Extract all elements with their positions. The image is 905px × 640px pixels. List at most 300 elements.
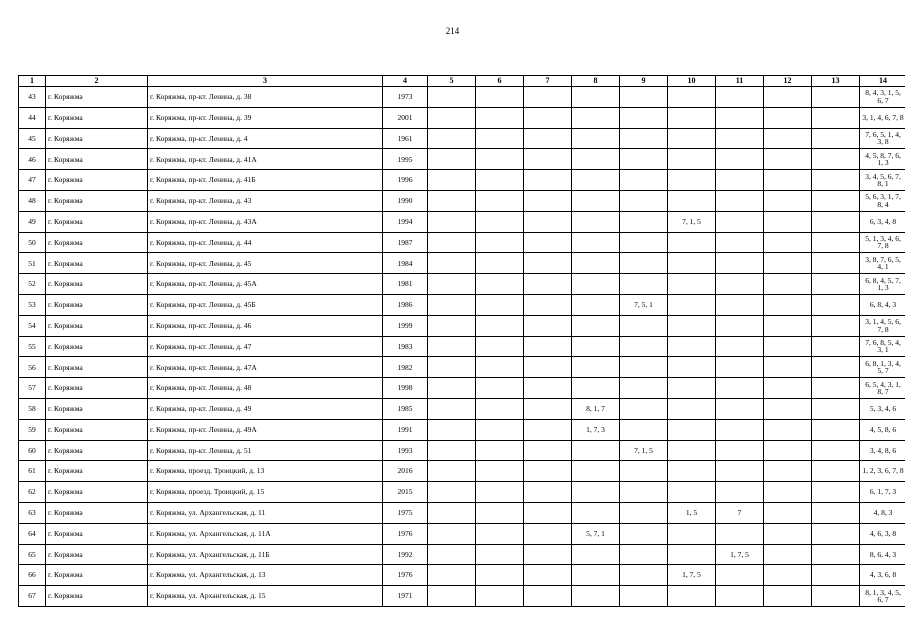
table-cell-col-3: г. Коряжма, ул. Архангельская, д. 11 <box>148 502 383 523</box>
table-cell-col-2: г. Коряжма <box>46 586 148 607</box>
table-cell-col-5 <box>428 87 476 108</box>
table-row <box>19 107 905 128</box>
table-cell-col-1: 49 <box>19 211 46 232</box>
table-cell-col-9 <box>620 461 668 482</box>
table-cell-col-11 <box>716 565 764 586</box>
table-cell-col-9: 7, 1, 5 <box>620 440 668 461</box>
table-cell-col-10 <box>668 149 716 170</box>
table-cell-col-8 <box>572 128 620 149</box>
table-cell-col-3: г. Коряжма, пр-кт. Ленина, д. 43 <box>148 190 383 211</box>
table-cell-col-9 <box>620 502 668 523</box>
table-cell-col-4: 1994 <box>383 211 428 232</box>
table-cell-col-12 <box>764 128 812 149</box>
table-cell-col-6 <box>476 398 524 419</box>
table-cell-col-12 <box>764 565 812 586</box>
table-cell-col-10 <box>668 544 716 565</box>
table-cell-col-8 <box>572 274 620 295</box>
table-cell-col-13 <box>812 502 860 523</box>
table-cell-col-5 <box>428 378 476 399</box>
table-cell-col-11 <box>716 419 764 440</box>
data-table <box>18 75 905 607</box>
table-cell-col-10 <box>668 357 716 378</box>
table-cell-col-5 <box>428 315 476 336</box>
table-cell-col-4: 1985 <box>383 398 428 419</box>
table-cell-col-9 <box>620 482 668 503</box>
table-cell-col-5 <box>428 211 476 232</box>
table-cell-col-9 <box>620 378 668 399</box>
table-cell-col-8 <box>572 586 620 607</box>
table-cell-col-1: 47 <box>19 170 46 191</box>
table-cell-col-13 <box>812 294 860 315</box>
table-row <box>19 398 905 419</box>
table-cell-col-3: г. Коряжма, ул. Архангельская, д. 11Б <box>148 544 383 565</box>
table-cell-col-1: 58 <box>19 398 46 419</box>
table-row <box>19 149 905 170</box>
table-cell-col-12 <box>764 190 812 211</box>
table-cell-col-5 <box>428 440 476 461</box>
table-cell-col-12 <box>764 253 812 274</box>
table-cell-col-6 <box>476 274 524 295</box>
table-cell-col-7 <box>524 502 572 523</box>
table-cell-col-14: 4, 5, 8, 7, 6, 1, 3 <box>860 149 905 170</box>
table-cell-col-2: г. Коряжма <box>46 87 148 108</box>
table-cell-col-1: 52 <box>19 274 46 295</box>
table-cell-col-8 <box>572 440 620 461</box>
table-cell-col-2: г. Коряжма <box>46 461 148 482</box>
column-header-9: 9 <box>620 76 668 87</box>
table-cell-col-13 <box>812 565 860 586</box>
table-cell-col-2: г. Коряжма <box>46 544 148 565</box>
table-cell-col-11 <box>716 357 764 378</box>
table-cell-col-8 <box>572 170 620 191</box>
table-row <box>19 170 905 191</box>
table-cell-col-13 <box>812 232 860 253</box>
table-cell-col-13 <box>812 398 860 419</box>
table-cell-col-14: 3, 1, 4, 6, 7, 8 <box>860 107 905 128</box>
table-row <box>19 253 905 274</box>
column-header-7: 7 <box>524 76 572 87</box>
table-row <box>19 502 905 523</box>
table-cell-col-3: г. Коряжма, пр-кт. Ленина, д. 4 <box>148 128 383 149</box>
table-cell-col-9 <box>620 149 668 170</box>
table-cell-col-4: 1995 <box>383 149 428 170</box>
table-cell-col-13 <box>812 586 860 607</box>
table-cell-col-12 <box>764 336 812 357</box>
table-cell-col-6 <box>476 502 524 523</box>
table-cell-col-1: 53 <box>19 294 46 315</box>
table-cell-col-3: г. Коряжма, пр-кт. Ленина, д. 51 <box>148 440 383 461</box>
table-cell-col-6 <box>476 482 524 503</box>
table-cell-col-7 <box>524 253 572 274</box>
table-cell-col-6 <box>476 128 524 149</box>
table-row <box>19 461 905 482</box>
table-cell-col-5 <box>428 294 476 315</box>
table-cell-col-4: 2001 <box>383 107 428 128</box>
table-cell-col-14: 3, 4, 5, 6, 7, 8, 1 <box>860 170 905 191</box>
table-cell-col-8 <box>572 190 620 211</box>
table-row <box>19 419 905 440</box>
table-cell-col-14: 6, 8, 1, 3, 4, 5, 7 <box>860 357 905 378</box>
table-cell-col-1: 57 <box>19 378 46 399</box>
table-cell-col-9 <box>620 87 668 108</box>
table-cell-col-8 <box>572 357 620 378</box>
table-cell-col-14: 8, 6, 4, 3 <box>860 544 905 565</box>
table-cell-col-9 <box>620 232 668 253</box>
table-cell-col-13 <box>812 253 860 274</box>
table-cell-col-13 <box>812 274 860 295</box>
table-cell-col-1: 56 <box>19 357 46 378</box>
table-row <box>19 232 905 253</box>
table-cell-col-4: 1981 <box>383 274 428 295</box>
table-cell-col-5 <box>428 253 476 274</box>
table-cell-col-5 <box>428 232 476 253</box>
table-cell-col-13 <box>812 149 860 170</box>
table-cell-col-13 <box>812 440 860 461</box>
table-cell-col-9 <box>620 274 668 295</box>
table-cell-col-2: г. Коряжма <box>46 211 148 232</box>
table-cell-col-14: 5, 1, 3, 4, 6, 7, 8 <box>860 232 905 253</box>
table-cell-col-14: 3, 8, 7, 6, 5, 4, 1 <box>860 253 905 274</box>
table-cell-col-12 <box>764 461 812 482</box>
table-cell-col-5 <box>428 274 476 295</box>
table-cell-col-2: г. Коряжма <box>46 170 148 191</box>
table-cell-col-8 <box>572 461 620 482</box>
table-cell-col-3: г. Коряжма, пр-кт. Ленина, д. 47 <box>148 336 383 357</box>
table-cell-col-3: г. Коряжма, ул. Архангельская, д. 13 <box>148 565 383 586</box>
table-cell-col-11 <box>716 211 764 232</box>
table-cell-col-7 <box>524 190 572 211</box>
table-cell-col-5 <box>428 565 476 586</box>
table-cell-col-1: 67 <box>19 586 46 607</box>
table-cell-col-3: г. Коряжма, пр-кт. Ленина, д. 45 <box>148 253 383 274</box>
table-cell-col-3: г. Коряжма, пр-кт. Ленина, д. 41А <box>148 149 383 170</box>
table-cell-col-6 <box>476 190 524 211</box>
table-cell-col-6 <box>476 87 524 108</box>
table-cell-col-4: 1990 <box>383 190 428 211</box>
table-cell-col-4: 1996 <box>383 170 428 191</box>
table-row <box>19 294 905 315</box>
table-cell-col-6 <box>476 461 524 482</box>
table-cell-col-13 <box>812 544 860 565</box>
table-cell-col-10 <box>668 461 716 482</box>
table-cell-col-7 <box>524 232 572 253</box>
table-cell-col-5 <box>428 419 476 440</box>
table-cell-col-6 <box>476 232 524 253</box>
column-header-11: 11 <box>716 76 764 87</box>
table-cell-col-3: г. Коряжма, пр-кт. Ленина, д. 44 <box>148 232 383 253</box>
table-cell-col-5 <box>428 482 476 503</box>
table-cell-col-4: 1992 <box>383 544 428 565</box>
table-cell-col-3: г. Коряжма, пр-кт. Ленина, д. 43А <box>148 211 383 232</box>
table-cell-col-8 <box>572 502 620 523</box>
table-cell-col-6 <box>476 440 524 461</box>
table-cell-col-11 <box>716 107 764 128</box>
table-cell-col-2: г. Коряжма <box>46 565 148 586</box>
table-cell-col-7 <box>524 586 572 607</box>
table-cell-col-11 <box>716 294 764 315</box>
table-cell-col-3: г. Коряжма, проезд. Троицкий, д. 13 <box>148 461 383 482</box>
table-cell-col-4: 1976 <box>383 523 428 544</box>
table-cell-col-9 <box>620 315 668 336</box>
table-cell-col-11 <box>716 461 764 482</box>
table-cell-col-9: 7, 5, 1 <box>620 294 668 315</box>
column-header-3: 3 <box>148 76 383 87</box>
table-cell-col-5 <box>428 357 476 378</box>
table-cell-col-12 <box>764 523 812 544</box>
table-cell-col-2: г. Коряжма <box>46 232 148 253</box>
table-cell-col-4: 1971 <box>383 586 428 607</box>
table-cell-col-13 <box>812 523 860 544</box>
table-cell-col-10 <box>668 523 716 544</box>
table-cell-col-1: 55 <box>19 336 46 357</box>
table-cell-col-10 <box>668 87 716 108</box>
table-cell-col-4: 1991 <box>383 419 428 440</box>
table-cell-col-13 <box>812 315 860 336</box>
table-cell-col-12 <box>764 357 812 378</box>
table-cell-col-4: 1961 <box>383 128 428 149</box>
table-cell-col-2: г. Коряжма <box>46 482 148 503</box>
table-cell-col-7 <box>524 294 572 315</box>
table-cell-col-9 <box>620 586 668 607</box>
table-cell-col-7 <box>524 523 572 544</box>
table-cell-col-10 <box>668 398 716 419</box>
table-cell-col-12 <box>764 170 812 191</box>
table-cell-col-8 <box>572 149 620 170</box>
table-cell-col-14: 8, 4, 3, 1, 5, 6, 7 <box>860 87 905 108</box>
table-cell-col-5 <box>428 107 476 128</box>
table-cell-col-1: 64 <box>19 523 46 544</box>
table-cell-col-2: г. Коряжма <box>46 357 148 378</box>
table-cell-col-11 <box>716 149 764 170</box>
table-cell-col-12 <box>764 419 812 440</box>
table-cell-col-1: 54 <box>19 315 46 336</box>
table-cell-col-4: 1984 <box>383 253 428 274</box>
table-cell-col-1: 45 <box>19 128 46 149</box>
table-cell-col-4: 1999 <box>383 315 428 336</box>
table-cell-col-2: г. Коряжма <box>46 419 148 440</box>
table-cell-col-11 <box>716 336 764 357</box>
table-cell-col-6 <box>476 170 524 191</box>
table-cell-col-13 <box>812 211 860 232</box>
table-cell-col-1: 44 <box>19 107 46 128</box>
table-cell-col-11 <box>716 87 764 108</box>
table-cell-col-14: 3, 4, 8, 6 <box>860 440 905 461</box>
table-cell-col-6 <box>476 586 524 607</box>
table-cell-col-7 <box>524 274 572 295</box>
table-body <box>19 87 905 607</box>
table-cell-col-13 <box>812 107 860 128</box>
table-cell-col-14: 6, 3, 4, 8 <box>860 211 905 232</box>
table-cell-col-3: г. Коряжма, пр-кт. Ленина, д. 49А <box>148 419 383 440</box>
table-cell-col-7 <box>524 87 572 108</box>
table-cell-col-13 <box>812 170 860 191</box>
table-cell-col-2: г. Коряжма <box>46 253 148 274</box>
table-cell-col-11: 7 <box>716 502 764 523</box>
table-cell-col-12 <box>764 482 812 503</box>
table-cell-col-10 <box>668 294 716 315</box>
table-cell-col-7 <box>524 315 572 336</box>
table-cell-col-6 <box>476 357 524 378</box>
table-cell-col-14: 6, 8, 4, 3 <box>860 294 905 315</box>
table-cell-col-2: г. Коряжма <box>46 107 148 128</box>
table-cell-col-8 <box>572 294 620 315</box>
table-cell-col-7 <box>524 398 572 419</box>
table-cell-col-4: 2015 <box>383 482 428 503</box>
table-cell-col-8: 1, 7, 3 <box>572 419 620 440</box>
table-cell-col-5 <box>428 149 476 170</box>
table-cell-col-13 <box>812 482 860 503</box>
table-cell-col-11 <box>716 170 764 191</box>
table-cell-col-13 <box>812 128 860 149</box>
table-cell-col-5 <box>428 586 476 607</box>
table-cell-col-3: г. Коряжма, ул. Архангельская, д. 15 <box>148 586 383 607</box>
table-cell-col-9 <box>620 398 668 419</box>
table-cell-col-10 <box>668 253 716 274</box>
table-cell-col-5 <box>428 544 476 565</box>
table-cell-col-14: 7, 6, 8, 5, 4, 3, 1 <box>860 336 905 357</box>
table-row <box>19 482 905 503</box>
table-cell-col-1: 65 <box>19 544 46 565</box>
column-header-10: 10 <box>668 76 716 87</box>
table-cell-col-12 <box>764 398 812 419</box>
table-cell-col-10 <box>668 586 716 607</box>
table-cell-col-2: г. Коряжма <box>46 315 148 336</box>
table-cell-col-7 <box>524 336 572 357</box>
table-row <box>19 523 905 544</box>
table-cell-col-11 <box>716 523 764 544</box>
table-cell-col-14: 5, 3, 4, 6 <box>860 398 905 419</box>
table-cell-col-11 <box>716 440 764 461</box>
table-cell-col-3: г. Коряжма, пр-кт. Ленина, д. 47А <box>148 357 383 378</box>
table-cell-col-12 <box>764 149 812 170</box>
page-number: 214 <box>445 26 460 36</box>
table-cell-col-10 <box>668 128 716 149</box>
table-cell-col-6 <box>476 107 524 128</box>
table-cell-col-12 <box>764 315 812 336</box>
table-cell-col-5 <box>428 170 476 191</box>
table-cell-col-9 <box>620 565 668 586</box>
table-cell-col-4: 1982 <box>383 357 428 378</box>
table-cell-col-5 <box>428 336 476 357</box>
table-cell-col-10 <box>668 274 716 295</box>
table-cell-col-9 <box>620 523 668 544</box>
table-cell-col-14: 8, 1, 3, 4, 5, 6, 7 <box>860 586 905 607</box>
column-header-13: 13 <box>812 76 860 87</box>
table-cell-col-7 <box>524 419 572 440</box>
table-cell-col-4: 1973 <box>383 87 428 108</box>
table-cell-col-12 <box>764 107 812 128</box>
table-cell-col-2: г. Коряжма <box>46 398 148 419</box>
table-row <box>19 378 905 399</box>
table-row <box>19 87 905 108</box>
table-cell-col-13 <box>812 419 860 440</box>
table-cell-col-9 <box>620 544 668 565</box>
table-cell-col-10: 1, 5 <box>668 502 716 523</box>
column-header-4: 4 <box>383 76 428 87</box>
table-cell-col-10: 7, 1, 5 <box>668 211 716 232</box>
table-cell-col-11 <box>716 190 764 211</box>
table-cell-col-11: 1, 7, 5 <box>716 544 764 565</box>
table-cell-col-7 <box>524 128 572 149</box>
table-cell-col-14: 6, 1, 7, 3 <box>860 482 905 503</box>
table-cell-col-12 <box>764 274 812 295</box>
header-row <box>19 76 905 87</box>
table-cell-col-10 <box>668 315 716 336</box>
table-cell-col-1: 63 <box>19 502 46 523</box>
column-header-8: 8 <box>572 76 620 87</box>
table-cell-col-1: 51 <box>19 253 46 274</box>
table-cell-col-3: г. Коряжма, пр-кт. Ленина, д. 41Б <box>148 170 383 191</box>
table-cell-col-10 <box>668 107 716 128</box>
table-cell-col-13 <box>812 336 860 357</box>
table-cell-col-3: г. Коряжма, пр-кт. Ленина, д. 45Б <box>148 294 383 315</box>
table-cell-col-8 <box>572 211 620 232</box>
table-cell-col-6 <box>476 336 524 357</box>
table-cell-col-3: г. Коряжма, пр-кт. Ленина, д. 49 <box>148 398 383 419</box>
table-cell-col-7 <box>524 149 572 170</box>
table-cell-col-5 <box>428 502 476 523</box>
table-cell-col-8 <box>572 232 620 253</box>
table-cell-col-1: 66 <box>19 565 46 586</box>
table-cell-col-9 <box>620 107 668 128</box>
table-cell-col-6 <box>476 253 524 274</box>
table-cell-col-7 <box>524 544 572 565</box>
table-cell-col-9 <box>620 419 668 440</box>
table-cell-col-10 <box>668 378 716 399</box>
table-cell-col-4: 1998 <box>383 378 428 399</box>
table-cell-col-2: г. Коряжма <box>46 294 148 315</box>
table-cell-col-8 <box>572 378 620 399</box>
table-cell-col-11 <box>716 274 764 295</box>
table-cell-col-10 <box>668 440 716 461</box>
table-cell-col-13 <box>812 190 860 211</box>
table-cell-col-5 <box>428 128 476 149</box>
table-cell-col-6 <box>476 211 524 232</box>
table-cell-col-1: 43 <box>19 87 46 108</box>
table-cell-col-14: 6, 5, 4, 3, 1, 8, 7 <box>860 378 905 399</box>
table-cell-col-5 <box>428 461 476 482</box>
table-cell-col-8 <box>572 253 620 274</box>
table-cell-col-2: г. Коряжма <box>46 378 148 399</box>
table-cell-col-2: г. Коряжма <box>46 502 148 523</box>
table-cell-col-11 <box>716 232 764 253</box>
table-cell-col-7 <box>524 378 572 399</box>
table-cell-col-9 <box>620 357 668 378</box>
table-cell-col-10 <box>668 170 716 191</box>
table-cell-col-4: 2016 <box>383 461 428 482</box>
table-cell-col-5 <box>428 523 476 544</box>
table-cell-col-6 <box>476 544 524 565</box>
table-row <box>19 190 905 211</box>
table-cell-col-7 <box>524 107 572 128</box>
table-cell-col-9 <box>620 190 668 211</box>
table-cell-col-11 <box>716 315 764 336</box>
table-cell-col-2: г. Коряжма <box>46 128 148 149</box>
table-cell-col-14: 5, 6, 3, 1, 7, 8, 4 <box>860 190 905 211</box>
table-cell-col-14: 1, 2, 3, 6, 7, 8 <box>860 461 905 482</box>
table-cell-col-11 <box>716 378 764 399</box>
table-cell-col-14: 4, 6, 3, 8 <box>860 523 905 544</box>
table-cell-col-11 <box>716 586 764 607</box>
table-cell-col-3: г. Коряжма, пр-кт. Ленина, д. 46 <box>148 315 383 336</box>
table-row <box>19 274 905 295</box>
table-cell-col-6 <box>476 149 524 170</box>
table-row <box>19 315 905 336</box>
table-cell-col-12 <box>764 440 812 461</box>
table-row <box>19 544 905 565</box>
table-cell-col-4: 1976 <box>383 565 428 586</box>
table-cell-col-10: 1, 7, 5 <box>668 565 716 586</box>
